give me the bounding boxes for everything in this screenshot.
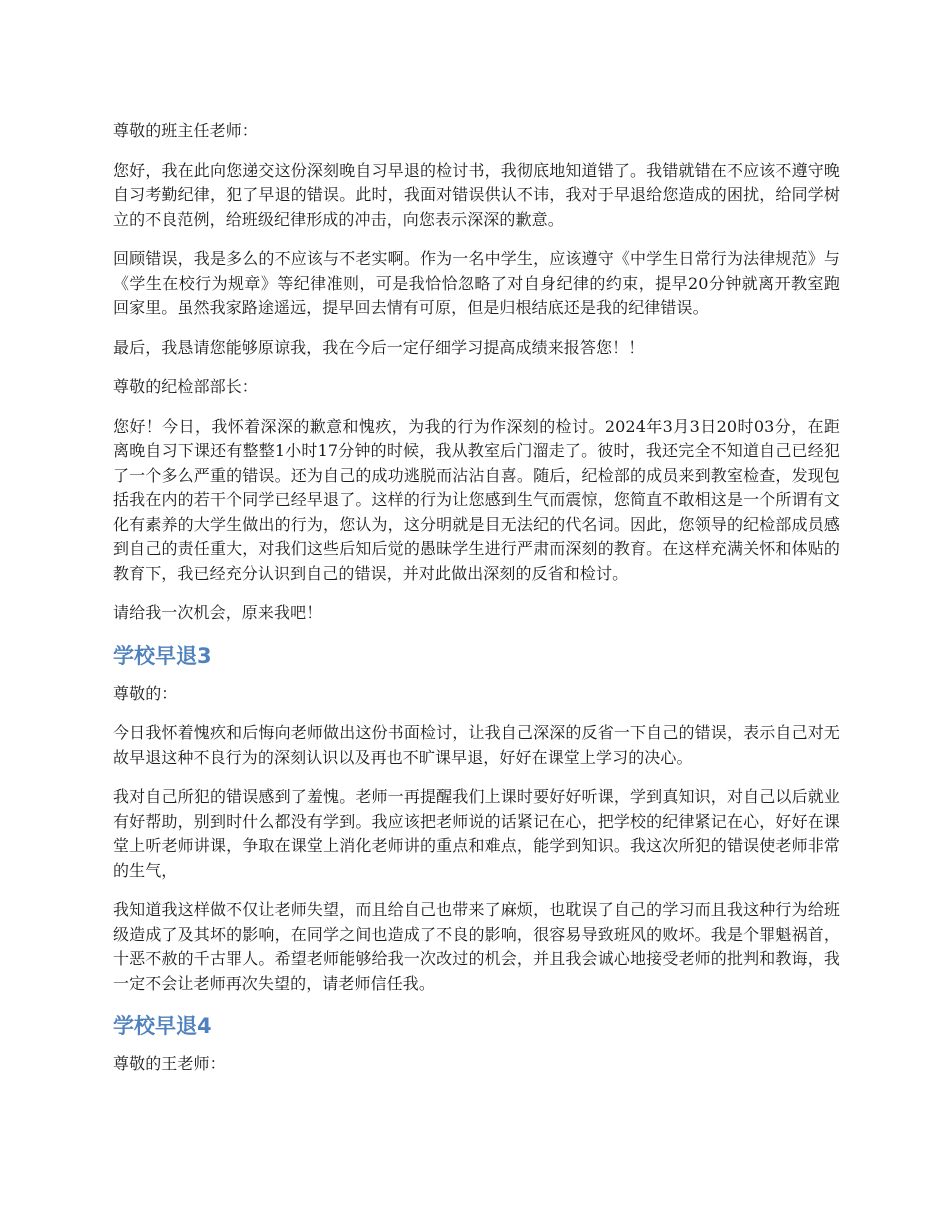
paragraph: 我知道我这样做不仅让老师失望，而且给自己也带来了麻烦，也耽误了自己的学习而且我这种行为给班级造成了及其坏的影响，在同学之间也造成了不良的影响，很容易导致班风的败坏。我是个罪魁祸首，十恶不赦的千古罪人。希望老师能够给我一次改过的机会，并且我会诚心地接受老师的批判和教诲，我一定不会让老师再次失望的，请老师信任我。 xyxy=(113,900,840,993)
salutation: 尊敬的纪检部部长： xyxy=(113,377,258,396)
section-heading: 学校早退4 xyxy=(113,1014,212,1038)
paragraph: 回顾错误，我是多么的不应该与不老实啊。作为一名中学生，应该遵守《中学生日常行为法律规范》与《学生在校行为规章》等纪律准则，可是我恰恰忽略了对自身纪律的约束，提早20分钟就离开教室跑回家里。虽然我家路途遥远，提早回去情有可原，但是归根结底还是我的纪律错误。 xyxy=(113,249,840,317)
section-heading: 学校早退3 xyxy=(113,643,212,668)
salutation: 尊敬的王老师： xyxy=(113,1054,226,1073)
paragraph: 您好！今日，我怀着深深的歉意和愧疚，为我的行为作深刻的检讨。2024年3月3日20时03分，在距离晚自习下课还有整整1小时17分钟的时候，我从教室后门溜走了。彼时，我还完全不知道自己已经犯了一个多么严重的错误。还为自己的成功逃脱而沾沾自喜。随后，纪检部的成员来到教室检查，发现包括我在内的若干个同学已经早退了。这样的行为让您感到生气而震惊，您简直不敢相这是一个所谓有文化有素养的大学生做出的行为，您认为，这分明就是目无法纪的代名词。因此，您领导的纪检部成员感到自己的责任重大，对我们这些后知后觉的愚昧学生进行严肃而深刻的教育。在这样充满关怀和体贴的教育下，我已经充分认识到自己的错误，并对此做出深刻的反省和检讨。 xyxy=(113,416,840,583)
salutation: 尊敬的班主任老师： xyxy=(113,121,258,140)
paragraph: 请给我一次机会，原来我吧！ xyxy=(113,603,323,622)
document-page xyxy=(113,119,840,1092)
paragraph: 今日我怀着愧疚和后悔向老师做出这份书面检讨，让我自己深深的反省一下自己的错误，表示自己对无故早退这种不良行为的深刻认识以及再也不旷课早退，好好在课堂上学习的决心。 xyxy=(113,723,840,767)
salutation: 尊敬的： xyxy=(113,683,178,703)
paragraph: 我对自己所犯的错误感到了羞愧。老师一再提醒我们上课时要好好听课，学到真知识，对自己以后就业有好帮助，别到时什么都没有学到。我应该把老师说的话紧记在心，把学校的纪律紧记在心，好好在课堂上听老师讲课，争取在课堂上消化老师讲的重点和难点，能学到知识。我这次所犯的错误使老师非常的生气， xyxy=(113,787,840,880)
paragraph: 您好，我在此向您递交这份深刻晚自习早退的检讨书，我彻底地知道错了。我错就错在不应该不遵守晚自习考勤纪律，犯了早退的错误。此时，我面对错误供认不讳，我对于早退给您造成的困扰，给同学树立的不良范例，给班级纪律形成的冲击，向您表示深深的歉意。 xyxy=(113,160,840,229)
paragraph: 最后，我恳请您能够原谅我，我在今后一定仔细学习提高成绩来报答您！！ xyxy=(113,337,645,357)
